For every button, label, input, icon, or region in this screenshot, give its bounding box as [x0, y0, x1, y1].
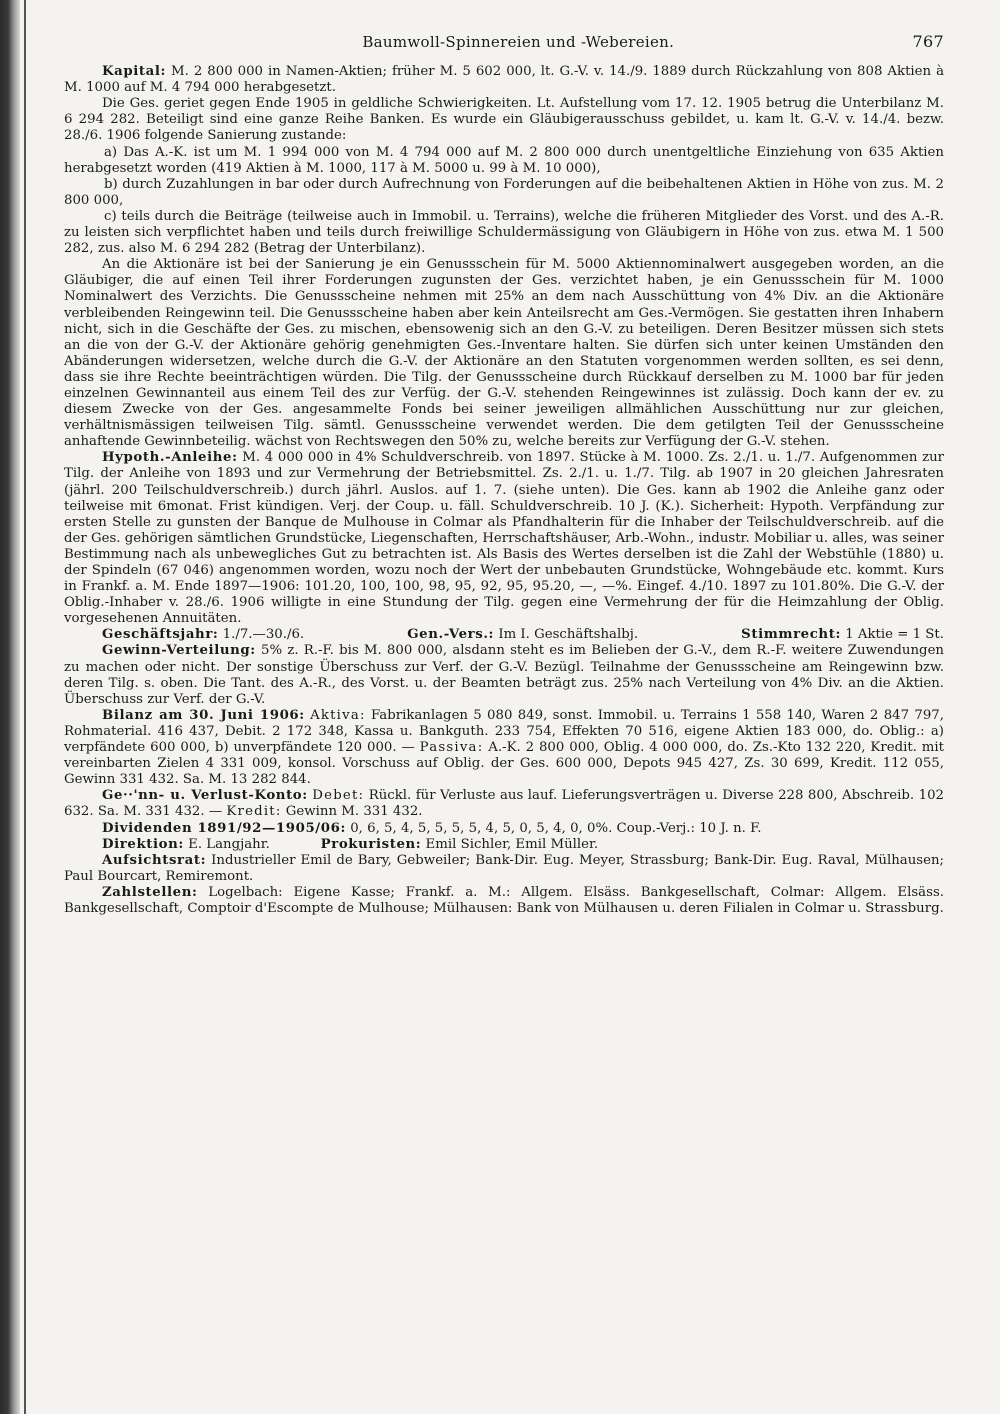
hypoth-paragraph: [64, 450, 944, 627]
bilanz-label: Bilanz am 30. Juni 1906:: [102, 707, 305, 723]
kredit-text: Gewinn M. 331 432.: [285, 804, 423, 820]
zahlstellen-paragraph: [64, 885, 944, 917]
binding-rule: [24, 0, 26, 1414]
sanierung-item-a: a) Das A.-K. ist um M. 1 994 000 von M. 4 794 000 auf M. 2 800 000 durch unentgeltliche Einziehung von 635 Aktien herabgesetzt worden (419 Aktien à M. 1000, 117 à M. 5000 u. 99 à M. 10 000),: [64, 144, 944, 176]
gewinn-label: Gewinn-Verteilung:: [102, 643, 256, 659]
dividenden-paragraph: [64, 821, 944, 837]
hypoth-text: M. 4 000 000 in 4% Schuldverschreib. von 1897. Stücke à M. 1000. Zs. 2./1. u. 1./7. Aufgenommen zur Tilg. der Anleihe von 1893 und zur Vermehrung der Betriebsmittel. Zs. 2./1. u. 1./7. Tilg. ab 1907 in 20 gleichen Jahresraten (jährl. 200 Teilschuldverschreib.) durch jährl. Auslos. auf 1. 7. (siehe unten). Die Ges. kann ab 1902 die Anleihe ganz oder teilweise mit 6monat. Frist kündigen. Verj. der Coup. u. fäll. Schuldverschreib. 10 J. (K.). Sicherheit: Hypoth. Verpfändung zur ersten Stelle zu gunsten der Banque de Mulhouse in Colmar als Pfandhalterin für die Inhaber der Teilschuldverschreib. auf die der Ges. gehörigen sämtlichen Grundstücke, Liegenschaften, Herrschaftshäuser, Arb.-Wohn., industr. Mobiliar u. alles, was seiner Bestimmung nach als unbewegliches Gut zu betrachten ist. Als Basis des Wertes derselben ist die Zahl der Webstühle (1880) u. der Spindeln (67 046) angenommen worden, wozu noch der Wert der unbebauten Grundstücke, Wohngebäude etc. kommt. Kurs in Frankf. a. M. Ende 1897—1906: 101.20, 100, 100, 98, 95, 92, 95, 95.20, —, —%. Eingef. 4./10. 1897 zu 101.80%. Die G.-V. der Oblig.-Inhaber v. 28./6. 1906 willigte in eine Stundung der Tilg. gegen eine Vermehrung der für die Heimzahlung der Oblig. vorgesehenen Annuitäten.: [64, 450, 944, 627]
debet-label: Debet:: [312, 788, 365, 804]
geschaeftsjahr-label: Geschäftsjahr:: [102, 627, 219, 643]
page-number: 767: [912, 32, 944, 51]
binding-shadow: [0, 0, 20, 1414]
zahlstellen-label: Zahlstellen:: [102, 884, 198, 900]
hypoth-label: Hypoth.-Anleihe:: [102, 450, 238, 466]
kredit-label: Kredit:: [226, 804, 282, 820]
prokuristen-value: Emil Sichler, Emil Müller.: [425, 836, 599, 852]
gvkonto-label: Ge··'nn- u. Verlust-Konto:: [102, 788, 308, 804]
direktion-value: E. Langjahr.: [188, 836, 270, 852]
sanierung-item-b: b) durch Zuzahlungen in bar oder durch Aufrechnung von Forderungen auf die beibehaltenen Aktien in Höhe von zus. M. 2 800 000,: [64, 176, 944, 208]
passiva-label: Passiva:: [419, 740, 484, 756]
kapital-text: M. 2 800 000 in Namen-Aktien; früher M. 5 602 000, lt. G.-V. v. 14./9. 1889 durch Rückzahlung von 808 Aktien à M. 1000 auf M. 4 794 000 herabgesetzt.: [64, 64, 944, 96]
gvkonto-paragraph: [64, 788, 944, 820]
kapital-paragraph: [64, 64, 944, 96]
zahlstellen-text: Logelbach: Eigene Kasse; Frankf. a. M.: Allgem. Elsäss. Bankgesellschaft, Colmar: Allgem. Elsäss. Bankgesellschaft, Comptoir d'Escompte de Mulhouse; Mülhausen: Bank von Mülhausen u. deren Filialen in Colmar u. Strassburg.: [64, 884, 944, 916]
stimmrecht-label: Stimmrecht:: [741, 627, 841, 643]
dividenden-text: 0, 6, 5, 4, 5, 5, 5, 5, 4, 5, 0, 5, 4, 0, 0%. Coup.-Verj.: 10 J. n. F.: [350, 820, 762, 836]
prokuristen-label: Prokuristen:: [320, 836, 422, 852]
gewinn-text: 5% z. R.-F. bis M. 800 000, alsdann steht es im Belieben der G.-V., dem R.-F. weitere Zuwendungen zu machen oder nicht. Der sonstige Überschuss zur Verf. der G.-V. Bezügl. Teilnahme der Genussscheine am Reingewinn bzw. deren Tilg. s. oben. Die Tant. des A.-R., des Vorst. u. der Beamten beträgt zus. 25% nach Verteilung von 4% Div. an die Aktien. Überschuss zur Verf. der G.-V.: [64, 643, 944, 707]
aktiva-text: Fabrikanlagen 5 080 849, sonst. Immobil. u. Terrains 1 558 140, Waren 2 847 797, Rohmaterial. 416 437, Debit. 2 172 348, Kassa u. Bankguth. 233 754, Effekten 70 516, eigene Aktien 183 000, do. Oblig.: a) verpfändete 600 000, b) unverpfändete 120 000. —: [64, 707, 944, 756]
stimmrecht-value: 1 Aktie = 1 St.: [845, 627, 944, 643]
debet-text: Rückl. für Verluste aus lauf. Lieferungsverträgen u. Diverse 228 800, Abschreib. 102 632. Sa. M. 331 432. —: [64, 788, 945, 820]
genvers-label: Gen.-Vers.:: [407, 627, 495, 643]
sanierung-paragraph: Die Ges. geriet gegen Ende 1905 in geldliche Schwierigkeiten. Lt. Aufstellung vom 17. 12. 1905 betrug die Unterbilanz M. 6 294 282. Beteiligt sind eine ganze Reihe Banken. Es wurde ein Gläubigerausschuss gebildet, u. kam lt. G.-V. v. 14./4. bezw. 28./6. 1906 folgende Sanierung zustande:: [64, 96, 944, 144]
direktion-line: [64, 837, 944, 853]
genvers-value: Im I. Geschäftshalbj.: [498, 627, 639, 643]
gewinn-paragraph: [64, 643, 944, 707]
bilanz-paragraph: [64, 708, 944, 788]
dividenden-label: Dividenden 1891/92—1905/06:: [102, 820, 346, 836]
geschaeftsjahr-value: 1./7.—30./6.: [222, 627, 305, 643]
running-header: [64, 34, 944, 50]
header-title: Baumwoll-Spinnereien und -Webereien.: [362, 33, 675, 51]
direktion-label: Direktion:: [102, 836, 184, 852]
passiva-text: A.-K. 2 800 000, Oblig. 4 000 000, do. Zs.-Kto 132 220, Kredit. mit vereinbarten Zielen 4 331 009, konsol. Vorschuss auf Oblig. der Ges. 600 000, Depots 945 427, Zs. 30 699, Kredit. 112 055, Gewinn 331 432. Sa. M. 13 282 844.: [64, 740, 944, 788]
document-page: [64, 34, 944, 917]
kapital-label: Kapital:: [102, 64, 167, 80]
geschaeftsjahr-line: [64, 627, 944, 643]
genussschein-paragraph: An die Aktionäre ist bei der Sanierung je ein Genussschein für M. 5000 Aktiennominalwert ausgegeben worden, an die Gläubiger, die auf einen Teil ihrer Forderungen zugunsten der Ges. verzichtet haben, je ein Genussschein für M. 1000 Nominalwert des Verzichts. Die Genussscheine nehmen mit 25% an dem nach Ausschüttung von 4% Div. an die Aktionäre verbleibenden Reingewinn teil. Die Genussscheine haben aber kein Anteilsrecht am Ges.-Vermögen. Sie gestatten ihren Inhabern nicht, sich in die Geschäfte der Ges. zu mischen, ebensowenig sich an den G.-V. zu beteiligen. Deren Besitzer müssen sich stets an die von der G.-V. der Aktionäre gehörig genehmigten Ges.-Inventare halten. Sie dürfen sich unter keinen Umständen den Abänderungen widersetzen, welche durch die G.-V. der Aktionäre an den Statuten vorgenommen werden sollten, es sei denn, dass sie ihre Rechte beeinträchtigen würden. Die Tilg. der Genussscheine durch Rückkauf derselben zu M. 1000 bar für jeden einzelnen Gewinnanteil aus einem Teil des zur Verfüg. der G.-V. stehenden Reingewinnes ist zulässig. Doch kann der ev. zu diesem Zwecke von der Ges. angesammelte Fonds bei seiner jeweiligen allmählichen Ausschüttung nur zur gleichen, verhältnismässigen teilweisen Tilg. sämtl. Genussscheine verwendet werden. Die dem getilgten Teil der Genussscheine anhaftende Gewinnbeteilig. wächst von Rechtswegen den 50% zu, welche bereits zur Verfügung der G.-V. stehen.: [64, 257, 944, 450]
aufsichtsrat-label: Aufsichtsrat:: [102, 852, 207, 868]
aktiva-label: Aktiva:: [310, 707, 366, 723]
sanierung-item-c: c) teils durch die Beiträge (teilweise auch in Immobil. u. Terrains), welche die früheren Mitglieder des Vorst. und des A.-R. zu leisten sich verpflichtet haben und teils durch freiwillige Schuldermässigung von Gläubigern in Höhe von zus. etwa M. 1 500 282, zus. also M. 6 294 282 (Betrag der Unterbilanz).: [64, 208, 944, 257]
aufsichtsrat-paragraph: [64, 853, 944, 885]
aufsichtsrat-text: Industrieller Emil de Bary, Gebweiler; Bank-Dir. Eug. Meyer, Strassburg; Bank-Dir. Eug. Raval, Mülhausen; Paul Bourcart, Remiremont.: [64, 852, 944, 884]
